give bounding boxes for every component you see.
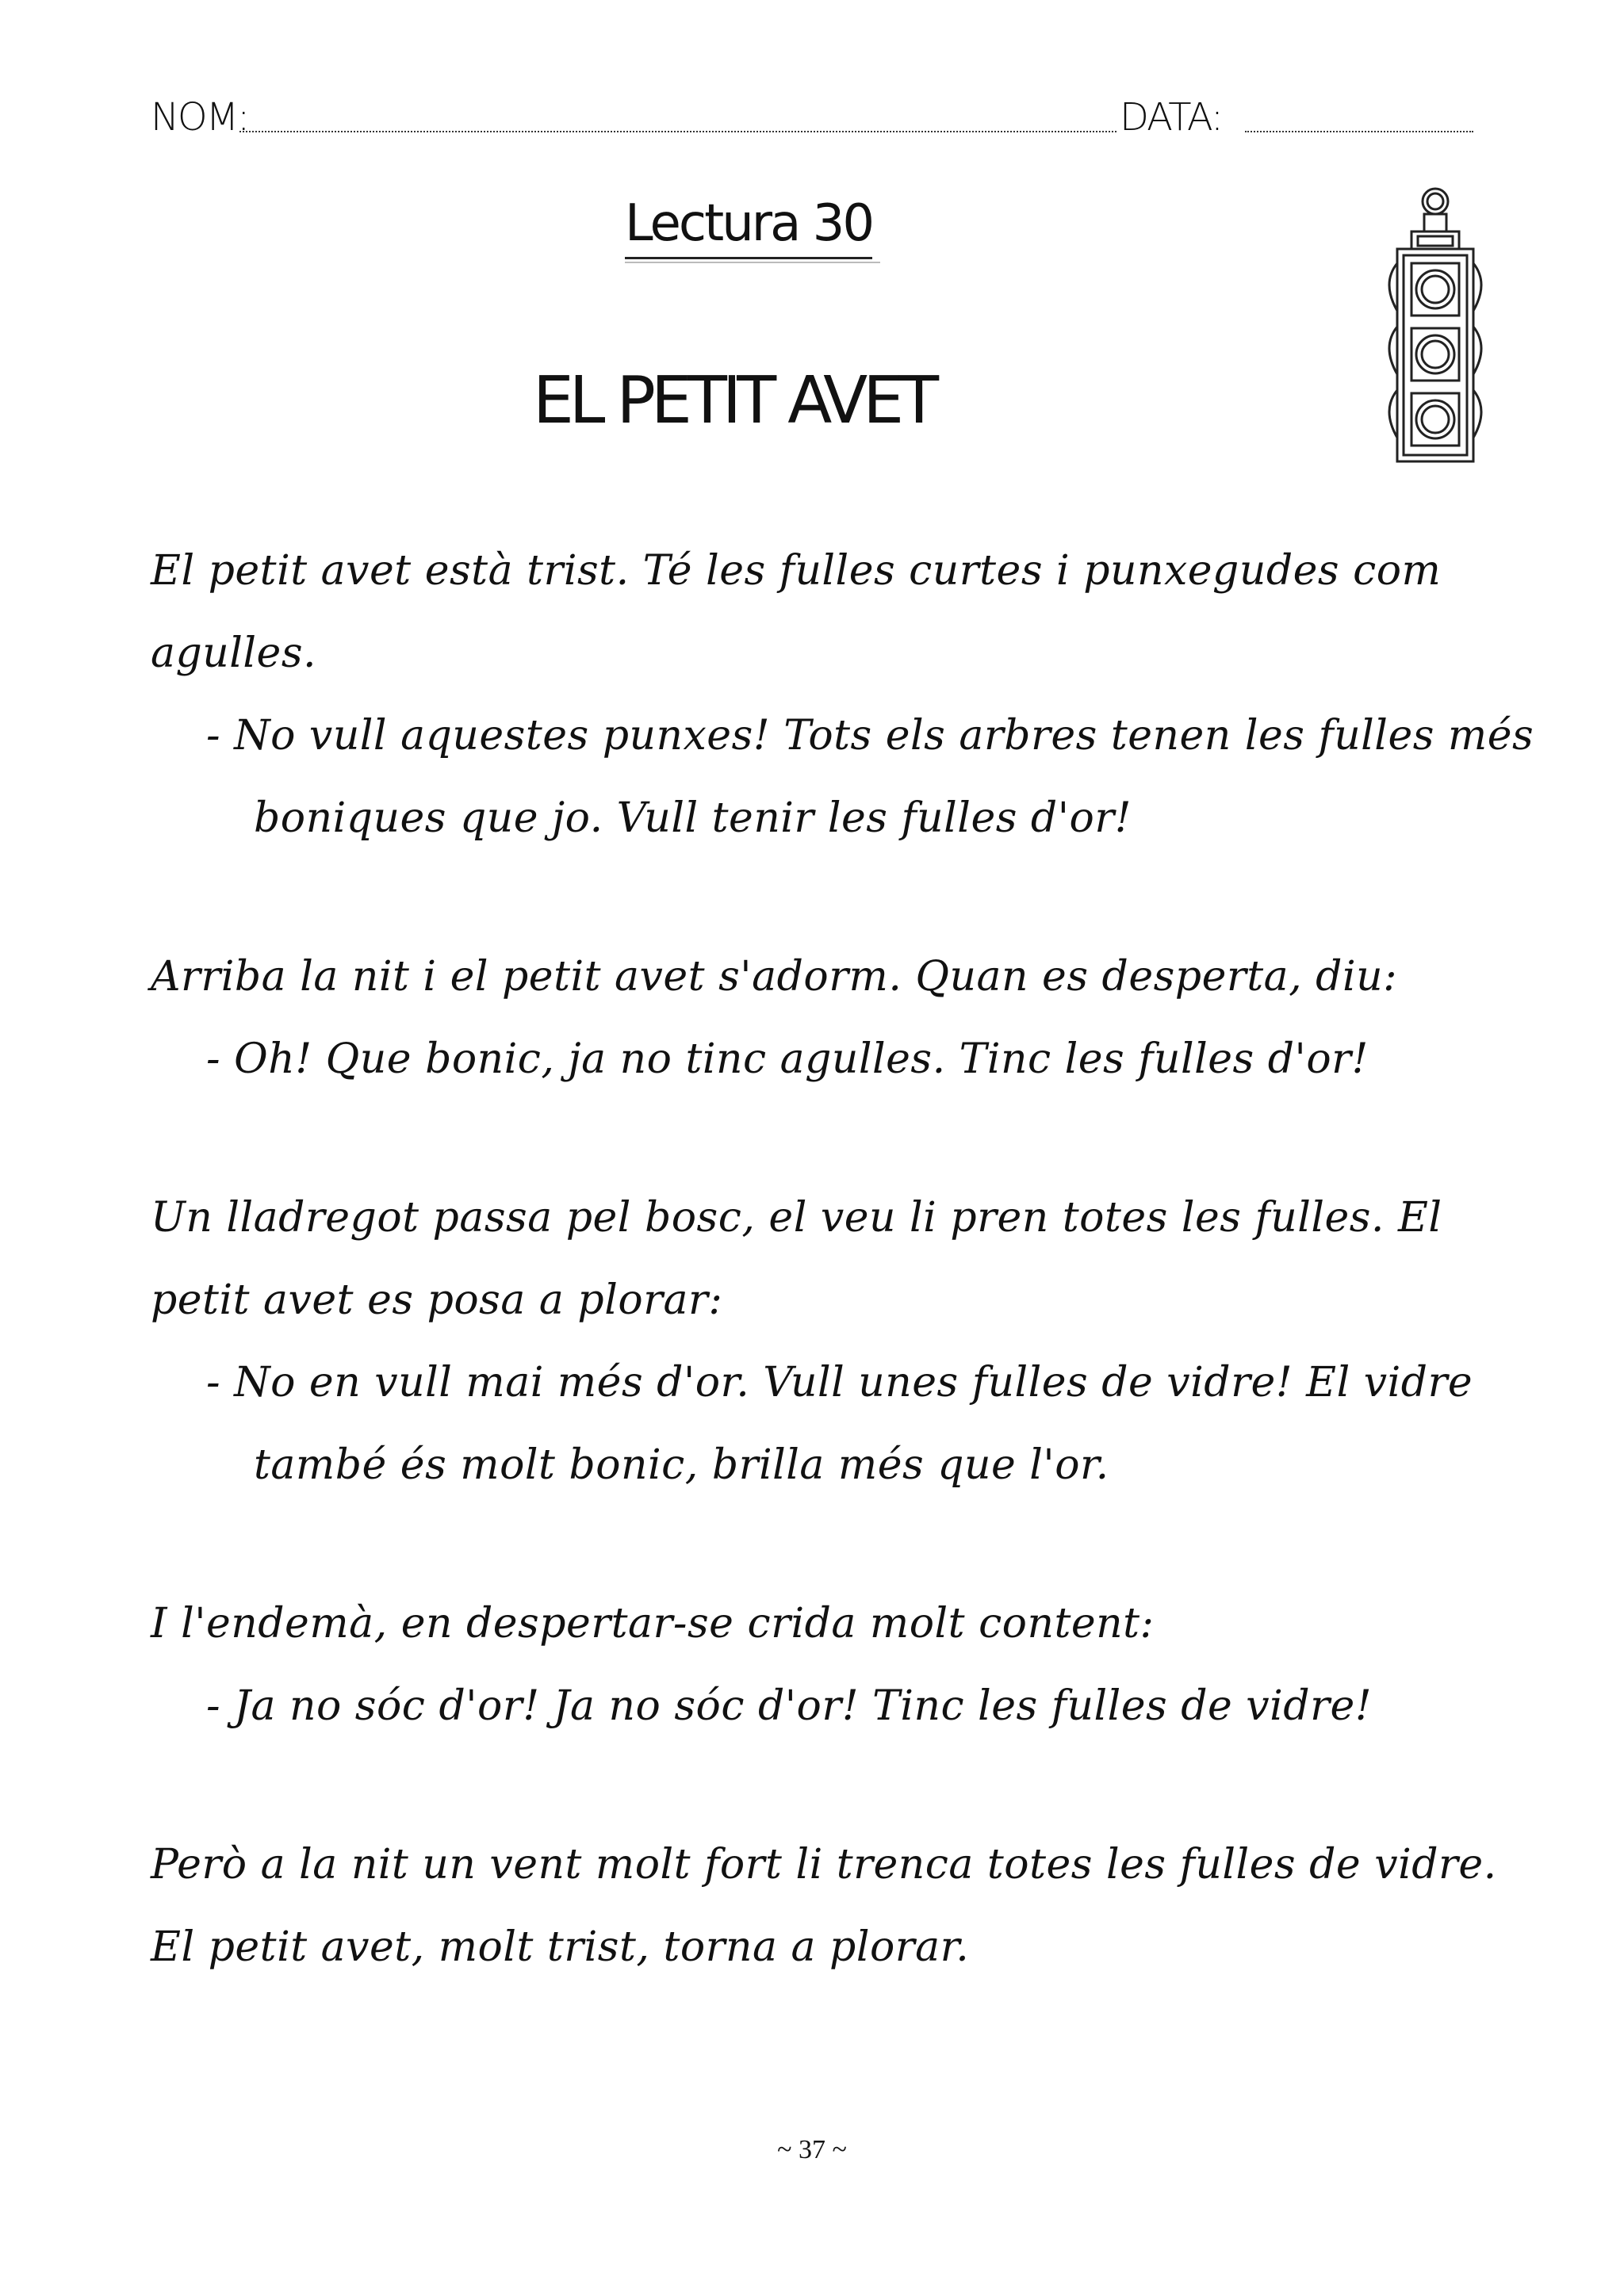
text-line: Un lladregot passa pel bosc, el veu li pren totes les fulles. El <box>151 1194 1442 1242</box>
name-label: NOM: <box>151 95 249 140</box>
dialogue-line: - No vull aquestes punxes! Tots els arbres tenen les fulles més <box>206 712 1534 760</box>
header-fields <box>151 94 1340 141</box>
date-field[interactable] <box>1245 131 1473 132</box>
paragraph-2 <box>151 936 1499 1100</box>
text-line: El petit avet, molt trist, torna a plorar. <box>151 1923 970 1971</box>
page-number: ~ 37 ~ <box>777 2135 847 2164</box>
dialogue-line: també és molt bonic, brilla més que l'or. <box>254 1441 1109 1489</box>
text-line: agulles. <box>151 629 317 677</box>
paragraph-5 <box>151 1823 1499 1988</box>
paragraph-3 <box>151 1177 1499 1506</box>
lecture-heading: Lectura 30 <box>625 192 872 259</box>
text-line: Però a la nit un vent molt fort li trenca totes les fulles de vidre. <box>151 1841 1497 1888</box>
text-line: I l'endemà, en despertar-se crida molt content: <box>151 1600 1155 1647</box>
text-line: Arriba la nit i el petit avet s'adorm. Quan es desperta, diu: <box>151 953 1398 1001</box>
dialogue-line: - Oh! Que bonic, ja no tinc agulles. Tinc les fulles d'or! <box>206 1035 1369 1083</box>
dialogue-line: - No en vull mai més d'or. Vull unes fulles de vidre! El vidre <box>206 1359 1473 1406</box>
paragraph-4 <box>151 1582 1499 1747</box>
story-title: EL PETIT AVET <box>533 363 935 438</box>
text-line: petit avet es posa a plorar: <box>151 1276 723 1324</box>
dialogue-line: - Ja no sóc d'or! Ja no sóc d'or! Tinc les fulles de vidre! <box>206 1682 1373 1730</box>
date-label: DATA: <box>1120 95 1222 140</box>
text-line: El petit avet està trist. Té les fulles curtes i punxegudes com <box>151 547 1442 595</box>
traffic-light-icon <box>1380 184 1491 469</box>
name-field[interactable] <box>239 131 1116 132</box>
heading-underline <box>625 262 880 263</box>
story-text <box>151 530 1534 2064</box>
dialogue-line: boniques que jo. Vull tenir les fulles d'or! <box>254 794 1132 842</box>
paragraph-1 <box>151 530 1534 859</box>
